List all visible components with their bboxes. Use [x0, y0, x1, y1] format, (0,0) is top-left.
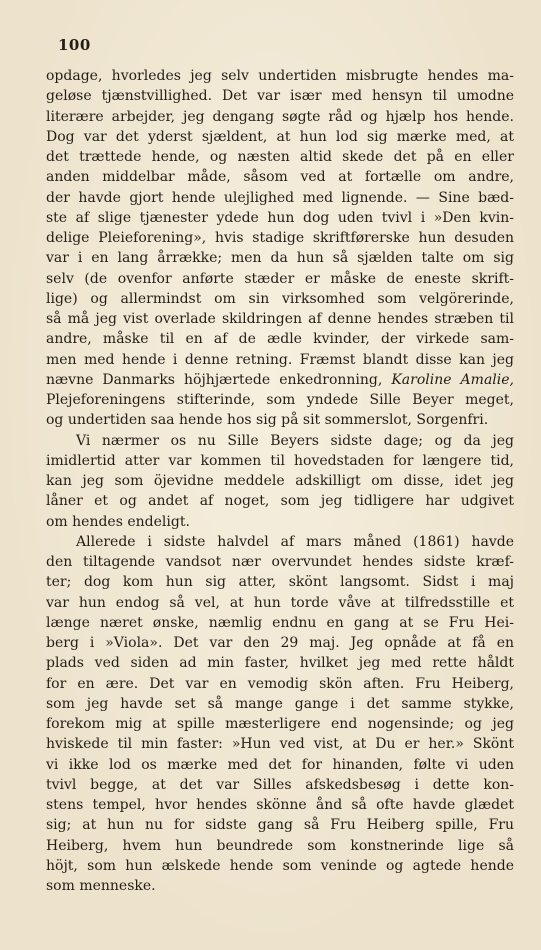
text-segment: og undertiden saa hende hos sig på sit sommerslot, Sorgenfri. — [46, 412, 489, 429]
text-line — [46, 451, 514, 471]
text-line — [46, 532, 514, 552]
text-line — [46, 734, 514, 754]
text-segment: låner et og andet af noget, som jeg tidligere har udgivet — [46, 493, 514, 510]
text-segment: stens tempel, hvor hendes skönne ånd så ofte havde glædet — [46, 797, 514, 813]
text-line — [46, 410, 514, 430]
text-segment: Allerede i sidste halvdel af mars måned (1861) havde — [76, 533, 514, 550]
text-segment: var hun endog så vel, at hun torde våve at tilfredsstille et — [46, 594, 514, 611]
text-segment: tvivl begge, at det var Silles afskedsbesøg i dette kon- — [46, 776, 514, 793]
text-line — [46, 775, 514, 795]
italic-text: Karoline Amalie, — [391, 371, 514, 388]
text-segment: nævne Danmarks höjhjærtede enkedronning, — [46, 371, 392, 388]
text-line — [46, 370, 514, 390]
text-line — [46, 876, 514, 896]
text-line — [46, 269, 514, 289]
text-line — [46, 208, 514, 228]
text-segment: som jeg havde set så mange gange i det samme stykke, — [46, 695, 514, 712]
text-segment: Heiberg, hvem hun beundrede som konstnerinde lige så — [46, 837, 514, 854]
text-segment: for en ære. Det var en vemodig skön aften. Fru Heiberg, — [46, 675, 514, 692]
text-line — [46, 188, 514, 208]
text-segment: Dog var det yderst sjældent, at hun lod sig mærke med, at — [46, 128, 514, 145]
text-segment: den tiltagende vandsot nær overvundet hendes sidste kræf- — [46, 554, 514, 570]
text-line — [46, 329, 514, 349]
text-segment: Plejeforeningens stifterinde, som yndede Sille Beyer meget, — [46, 392, 514, 408]
text-segment: literære arbejder, jeg dengang søgte råd og hjælp hos hende. — [46, 108, 514, 125]
text-line — [46, 289, 514, 309]
text-line — [46, 228, 514, 248]
text-line — [46, 755, 514, 775]
text-segment: forekom mig at spille mæsterligere end nogensinde; og jeg — [46, 716, 514, 732]
text-line — [46, 836, 514, 856]
text-segment: andre, måske til en af de ædle kvinder, der virkede sam- — [46, 331, 514, 348]
text-segment: om hendes endeligt. — [46, 513, 190, 530]
body-text — [46, 66, 514, 896]
text-line — [46, 309, 514, 329]
text-line — [46, 613, 514, 633]
text-segment: anden middelbar måde, såsom ved at fortælle om andre, — [46, 169, 514, 186]
text-segment: imidlertid atter var kommen til hovedstaden for længere tid, — [46, 452, 514, 469]
text-line — [46, 593, 514, 613]
text-segment: plads ved siden ad min faster, hvilket jeg med rette håldt — [46, 655, 514, 672]
text-segment: sig; at hun nu for sidste gang så Fru Heiberg spille, Fru — [46, 817, 514, 834]
text-line — [46, 66, 514, 86]
text-segment: opdage, hvorledes jeg selv undertiden misbrugte hendes ma- — [46, 68, 514, 84]
text-line — [46, 856, 514, 876]
text-line — [46, 714, 514, 734]
text-line — [46, 107, 514, 127]
text-segment: Vi nærmer os nu Sille Beyers sidste dage; og da jeg — [76, 432, 514, 449]
text-segment: kan jeg som öjevidne meddele adskilligt om disse, idet jeg — [46, 473, 514, 489]
text-segment: delige Pleieforening», hvis stadige skriftførerske hun desuden — [46, 230, 514, 246]
text-segment: der havde gjort hende ulejlighed med lignende. — Sine bæd- — [46, 189, 514, 206]
text-segment: hviskede til min faster: »Hun ved vist, at Du er her.» Skönt — [46, 736, 514, 753]
text-line — [46, 127, 514, 147]
text-line — [46, 674, 514, 694]
text-segment: selv (de ovenfor anførte stæder er måske de eneste skrift- — [46, 270, 514, 287]
text-segment: ste af slige tjænester ydede hun dog uden tvivl i »Den kvin- — [46, 209, 514, 226]
text-line — [46, 147, 514, 167]
text-line — [46, 167, 514, 187]
text-line — [46, 248, 514, 268]
text-line — [46, 390, 514, 410]
text-line — [46, 491, 514, 511]
text-line — [46, 633, 514, 653]
text-line — [46, 512, 514, 532]
text-line — [46, 815, 514, 835]
text-segment: lige) og allermindst om sin virksomhed som velgörerinde, — [46, 290, 514, 307]
text-segment: var i en lang årrække; men da hun så sjælden talte om sig — [46, 250, 514, 267]
text-line — [46, 350, 514, 370]
text-segment: höjt, som hun ælskede hende som veninde og agtede hende — [46, 857, 514, 874]
text-line — [46, 86, 514, 106]
text-segment: vi ikke lod os mærke med det for hinanden, følte vi uden — [46, 756, 514, 773]
text-segment: så må jeg vist overlade skildringen af denne hendes stræben til — [46, 311, 514, 327]
text-segment: som menneske. — [46, 878, 156, 894]
text-segment: geløse tjænstvillighed. Det var især med hensyn til umodne — [46, 88, 514, 105]
text-line — [46, 552, 514, 572]
text-line — [46, 572, 514, 592]
text-segment: men med hende i denne retning. Fræmst blandt disse kan jeg — [46, 351, 514, 368]
text-segment: ter; dog kom hun sig atter, skönt langsomt. Sidst i maj — [46, 574, 514, 591]
text-segment: længe næret ønske, næmlig endnu en gang at se Fru Hei- — [46, 614, 514, 631]
text-segment: det trættede hende, og næsten altid skede det på en eller — [46, 149, 514, 165]
text-segment: berg i »Viola». Det var den 29 maj. Jeg opnåde at få en — [46, 635, 514, 651]
text-line — [46, 431, 514, 451]
text-line — [46, 694, 514, 714]
text-line — [46, 653, 514, 673]
text-line — [46, 471, 514, 491]
text-line — [46, 795, 514, 815]
page-number: 100 — [58, 36, 91, 54]
